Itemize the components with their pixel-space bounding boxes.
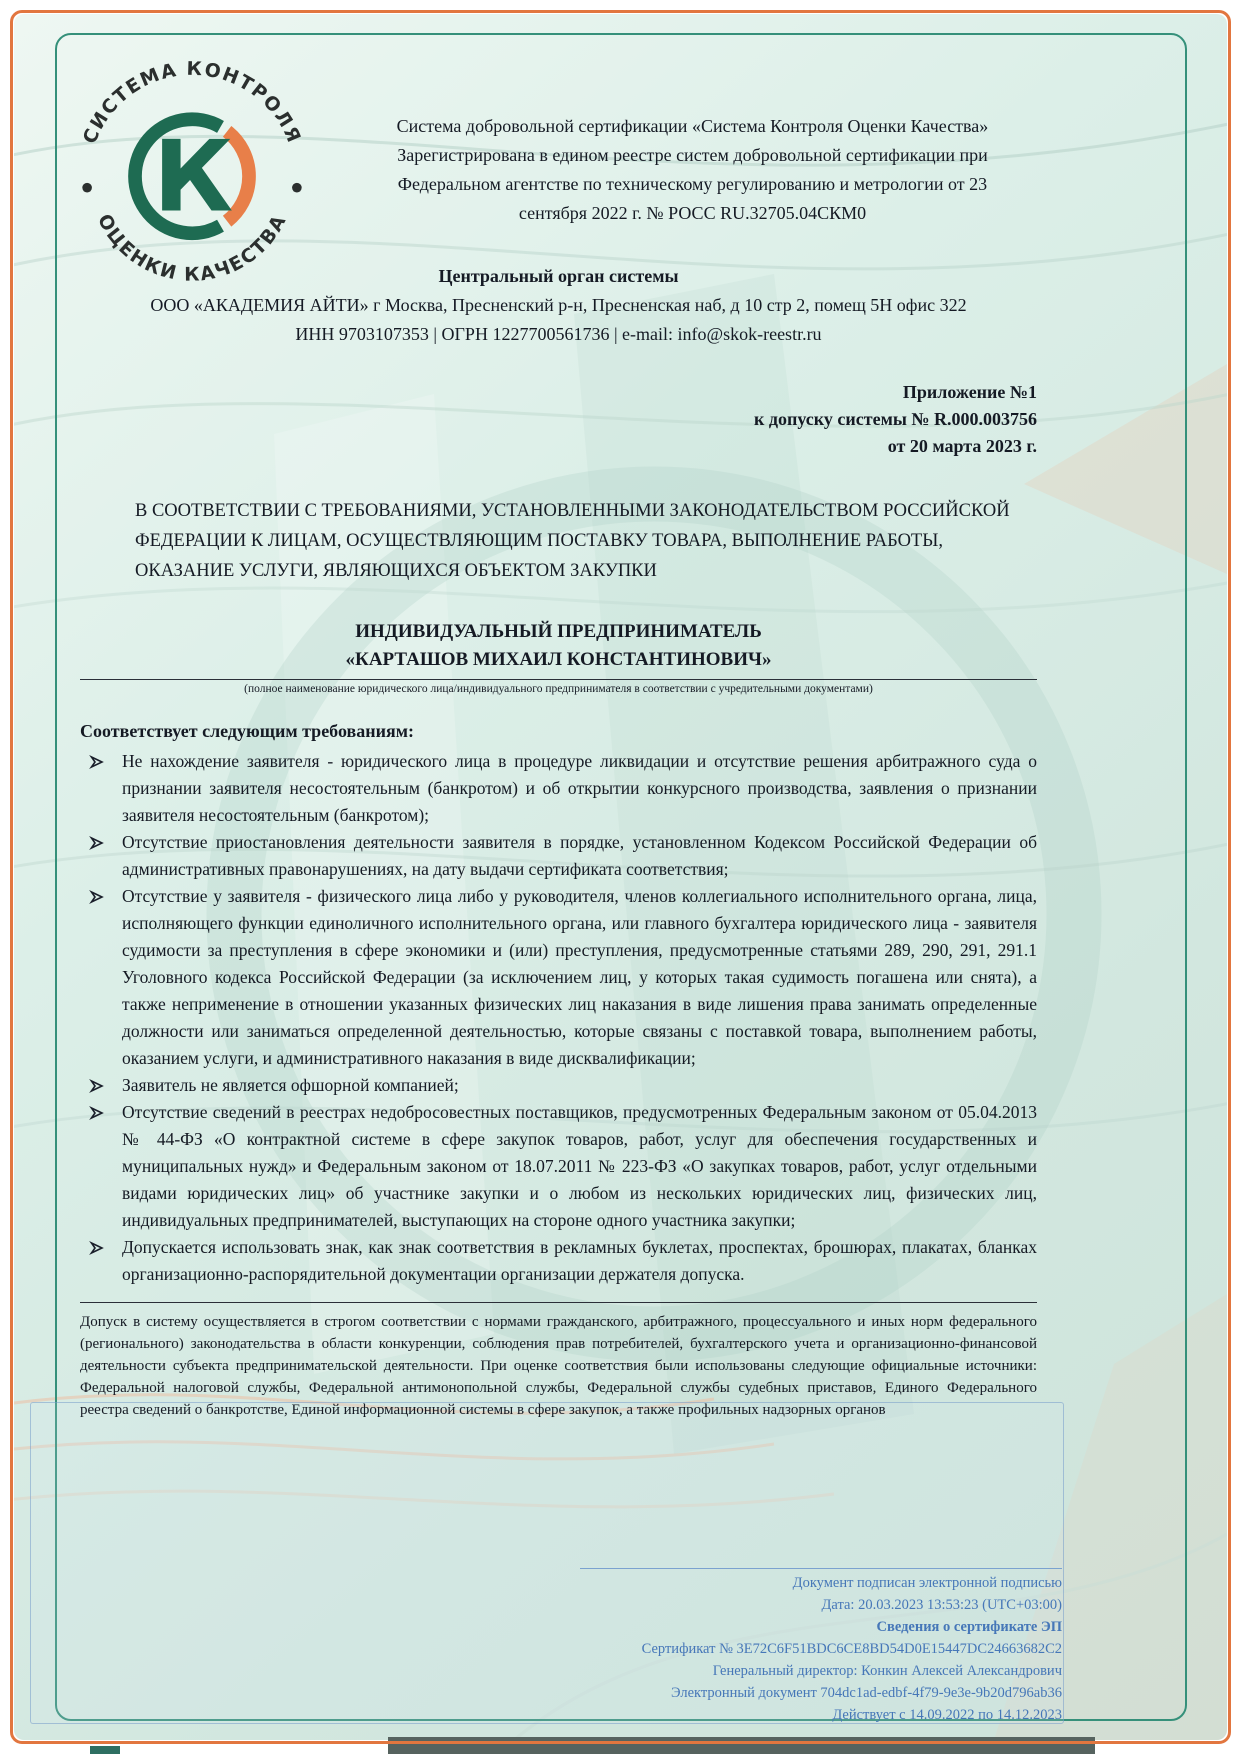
requirement-item [80,1072,1037,1099]
signature-document-id: Электронный документ 704dc1ad-edbf-4f79-9e3e-9b20d796ab36 [670,1685,1062,1701]
arrow-bullet-icon [89,835,105,851]
requirements-list [80,748,1037,1288]
requirement-item [80,883,1037,1072]
system-registration-header [348,60,1037,228]
central-org-title: Центральный орган системы [438,266,679,286]
footer-divider [80,1302,1037,1303]
requirement-text: Отсутствие приостановления деятельности заявителя в порядке, установленном Кодексом Российской Федерации об административных правонарушениях, на дату выдачи сертификата соответствия; [122,832,1037,879]
signature-validity: Действует с 14.09.2022 по 14.12.2023 [832,1707,1062,1723]
logo-bottom-text: ОЦЕНКИ КАЧЕСТВА [92,211,292,286]
holder-name: «КАРТАШОВ МИХАИЛ КОНСТАНТИНОВИЧ» [345,649,772,670]
skok-logo [78,60,306,288]
requirement-item [80,1099,1037,1234]
header-line: Федеральном агентстве по техническому регулированию и метрологии от 23 [397,174,988,194]
annex-line: к допуску системы № R.000.003756 [754,409,1037,429]
annex-block [80,379,1037,460]
header-line: Зарегистрирована в едином реестре систем добровольной сертификации при [397,145,988,165]
signature-certificate: Сертификат № 3E72C6F51BDC6CE8BD54D0E15447DC24663682C2 [641,1641,1062,1657]
annex-line: Приложение №1 [902,382,1037,402]
holder-type: ИНДИВИДУАЛЬНЫЙ ПРЕДПРИНИМАТЕЛЬ [355,621,762,642]
bottom-decoration-mark [90,1746,120,1754]
requirement-text: Отсутствие у заявителя - физического лица либо у руководителя, членов коллегиального исполнительного органа, лица, исполняющего функции единоличного исполнительного органа, или главного бухгалтера юридического лица - заявителя судимости за преступления в сфере экономики и (или) преступления, предусмотренные статьями 289, 290, 291, 291.1 Уголовного кодекса Российской Федерации (за исключением лиц, у которых такая судимость погашена или снята), а также неприменение в отношении указанных физических лиц наказания в виде лишения права занимать определенные должности или заниматься определенной деятельностью, которые связаны с поставкой товара, выполнением работы, оказанием услуги, и административного наказания в виде дисквалификации; [122,886,1037,1068]
requirement-item [80,748,1037,829]
footer-note: Допуск в систему осуществляется в строгом соответствии с нормами гражданского, арбитражного, процессуального и иных норм федерального (регионального) законодательства в области конкуренции, соблюдения прав потребителей, бухгалтерского учета и организационно-финансовой деятельности субъекта предпринимательской деятельности. При оценке соответствия были использованы следующие официальные источники: Федеральной налоговой службы, Федеральной антимонопольной службы, Федеральной службы судебных приставов, Единого Федерального реестра сведений о банкротстве, Единой информационной системы в сфере закупок, а также профильных надзорных органов [80,1314,1037,1418]
central-org-contacts: ИНН 9703107353 | ОГРН 1227700561736 | e-mail: info@skok-reestr.ru [295,324,822,344]
requirement-text: Допускается использовать знак, как знак соответствия в рекламных буклетах, проспектах, брошюрах, плакатах, бланках организационно-распорядительной документации организации держателя допуска. [122,1237,1037,1284]
signature-cert-heading: Сведения о сертификате ЭП [876,1619,1062,1635]
requirement-item [80,829,1037,883]
arrow-bullet-icon [89,1240,105,1256]
central-org-address: ООО «АКАДЕМИЯ АЙТИ» г Москва, Пресненский р-н, Пресненская наб, д 10 стр 2, помещ 5Н офис 322 [150,295,967,315]
bottom-decoration-bar [388,1737,1095,1754]
header-line: Система добровольной сертификации «Система Контроля Оценки Качества» [396,116,989,136]
header-line: сентября 2022 г. № РОСС RU.32705.04СКМ0 [518,203,867,223]
annex-line: от 20 марта 2023 г. [887,436,1037,456]
signature-date: Дата: 20.03.2023 13:53:23 (UTC+03:00) [821,1597,1062,1613]
requirement-text: Заявитель не является офшорной компанией; [122,1075,459,1095]
compliance-statement: В СООТВЕТСТВИИ С ТРЕБОВАНИЯМИ, УСТАНОВЛЕННЫМИ ЗАКОНОДАТЕЛЬСТВОМ РОССИЙСКОЙ ФЕДЕРАЦИИ К ЛИЦАМ, ОСУЩЕСТВЛЯЮЩИМ ПОСТАВКУ ТОВАРА, ВЫПОЛНЕНИЕ РАБОТЫ, ОКАЗАНИЕ УСЛУГИ, ЯВЛЯЮЩИХСЯ ОБЪЕКТОМ ЗАКУПКИ [135,501,1010,581]
logo-letter-k: К [153,120,234,235]
arrow-bullet-icon [89,889,105,905]
requirement-text: Отсутствие сведений в реестрах недобросовестных поставщиков, предусмотренных Федеральным законом от 05.04.2013 № 44-ФЗ «О контрактной системе в сфере закупок товаров, работ, услуг для обеспечения государственных и муниципальных нужд» и Федеральным законом от 18.07.2011 № 223-ФЗ «О закупках товаров, работ, услуг отдельными видами юридических лиц» об участнике закупки и о любом из нескольких юридических лиц, физических лиц, индивидуальных предпринимателей, выступающих на стороне одного участника закупки; [122,1102,1037,1230]
arrow-bullet-icon [89,1105,105,1121]
logo-left-dot-icon [82,183,92,193]
document-content [80,60,1037,1421]
requirements-heading: Соответствует следующим требованиям: [80,721,414,741]
holder-caption: (полное наименование юридического лица/индивидуального предпринимателя в соответствии с учредительными документами) [244,683,873,695]
electronic-signature-block [580,1568,1062,1726]
requirement-item [80,1234,1037,1288]
holder-block [80,618,1037,674]
arrow-bullet-icon [89,754,105,770]
signature-line: Документ подписан электронной подписью [792,1575,1062,1591]
signature-director: Генеральный директор: Конкин Алексей Александрович [712,1663,1062,1679]
logo-right-dot-icon [292,183,302,193]
requirement-text: Не нахождение заявителя - юридического лица в процедуре ликвидации и отсутствие решения арбитражного суда о признании заявителя несостоятельным (банкротом) и об открытии конкурсного производства, заявления о признании заявителя несостоятельным (банкротом); [122,751,1037,825]
holder-underline [80,679,1037,680]
arrow-bullet-icon [89,1078,105,1094]
logo-top-text: СИСТЕМА КОНТРОЛЯ [79,60,305,147]
